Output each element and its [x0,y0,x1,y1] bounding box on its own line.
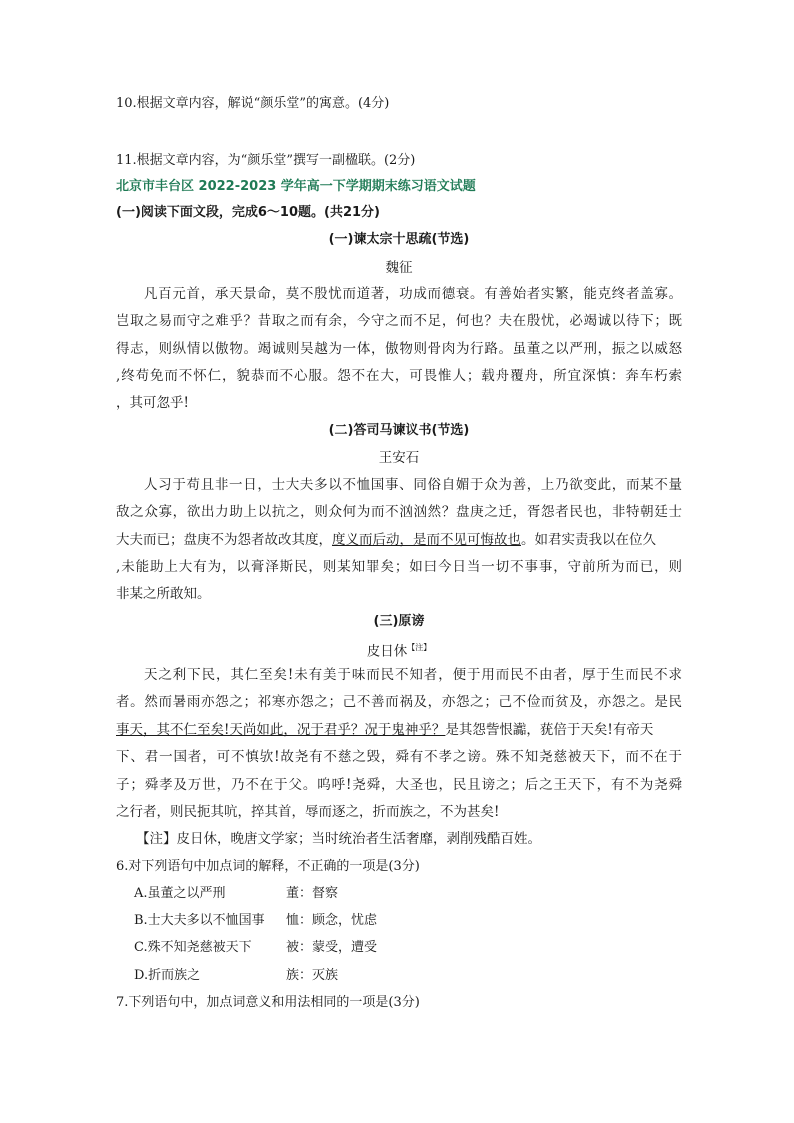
passage3-note-mark: 【注】 [407,643,432,652]
passage1-line: 得志，则纵情以傲物。竭诚则吴越为一体，傲物则骨肉为行路。虽董之以严刑，振之以威怒 [116,341,682,357]
option-value: 恤：顾念，忧虑 [286,913,378,928]
question-7-stem: 7.下列语句中，加点词意义和用法相同的一项是(3分) [116,995,420,1010]
passage3-author-wrap [116,638,682,662]
passage2-line: ,未能助上大有为，以膏泽斯民，则某知罪矣；如曰今日当一切不事事，守前所为而已，则 [116,559,682,575]
passage2-line: 人习于苟且非一日，士大夫多以不恤国事、同俗自媚于众为善，上乃欲变此，而某不量 [144,477,682,493]
passage2-underlined-sentence: 度义而后动，是而不见可悔故也 [332,532,521,548]
passage2-line: 敌之众寡，欲出力助上以抗之，则众何为而不汹汹然？盘庚之迁，胥怨者民也，非特朝廷士 [116,504,682,520]
passage3-line-mixed [116,720,682,740]
question-6-option-c [134,938,378,958]
passage2-author: 王安石 [378,450,420,466]
passage3-title: (三)原谤 [373,614,425,629]
question-10: 10.根据文章内容，解说“颜乐堂”的寓意。(4分) [116,96,390,111]
passage3-line: 天之利下民，其仁至矣!未有美于味而民不知者，便于用而民不由者，厚于生而民不求 [144,667,682,683]
question-6-option-b [134,911,378,931]
passage3-note: 【注】皮日休，晚唐文学家；当时统治者生活奢靡，剥削残酷百姓。 [136,831,541,847]
option-value: 被：蒙受，遭受 [286,940,378,955]
passage1-title: (一)谏太宗十思疏(节选) [328,232,470,247]
passage1-author: 魏征 [385,260,413,276]
passage3-author: 皮日休 [366,643,408,660]
passage2-line-mixed [116,530,682,550]
option-label: B.士大夫多以不恤国事 [134,913,265,928]
option-value: 族：灭族 [286,968,339,983]
passage3-text: 是其怨訾恨讟，莸倍于天矣!有帝天 [445,722,654,738]
passage1-line: ，其可忽乎! [116,395,189,411]
option-label: D.折而族之 [134,968,201,983]
exam-title: 北京市丰台区 2022-2023 学年高一下学期期末练习语文试题 [116,179,476,194]
passage1-line: 凡百元首，承天景命，莫不殷忧而道著，功成而德衰。有善始者实繁，能克终者盖寡。 [144,286,682,302]
passage3-line: 子；舜孝及万世，乃不在于父。呜呼!尧舜，大圣也，民且谤之；后之王天下，有不为尧舜 [116,777,682,793]
section-intro: (一)阅读下面文段，完成6～10题。(共21分) [116,205,380,220]
question-6-option-d [134,966,339,986]
passage3-line: 之行者，则民扼其吭，捽其首，辱而逐之，折而族之，不为甚矣! [116,804,500,820]
question-6-option-a [134,884,339,904]
passage3-underlined-sentence: 事天，其不仁至矣!天尚如此，况于君乎？况于鬼神乎？ [116,722,446,738]
passage1-line: 岂取之易而守之难乎？昔取之而有余，今守之而不足，何也？夫在殷忧，必竭诚以待下；既 [116,313,682,329]
passage2-text: 大夫而已；盘庚不为怨者故改其度， [116,532,332,548]
option-label: A.虽董之以严刑 [134,886,226,901]
option-label: C.殊不知尧慈被天下 [134,940,252,955]
question-6-stem: 6.对下列语句中加点词的解释，不正确的一项是(3分) [116,859,420,874]
passage3-line: 下、君一国者，可不慎欤!故尧有不慈之毁，舜有不孝之谤。殊不知尧慈被天下，而不在于 [116,749,682,765]
question-11: 11.根据文章内容，为“颜乐堂”撰写一副楹联。(2分) [116,153,416,168]
passage1-line: ,终苟免而不怀仁，貌恭而不心服。怨不在大，可畏惟人；载舟覆舟，所宜深慎：奔车朽索 [116,368,682,384]
passage3-line: 者。然而暑雨亦怨之；祁寒亦怨之；己不善而祸及，亦怨之；己不俭而贫及，亦怨之。是民 [116,694,682,710]
passage2-text: 。如君实责我以在位久 [521,532,656,548]
passage2-title: (二)答司马谏议书(节选) [328,423,470,438]
option-value: 董：督察 [286,886,339,901]
passage2-line: 非某之所敢知。 [116,586,211,602]
